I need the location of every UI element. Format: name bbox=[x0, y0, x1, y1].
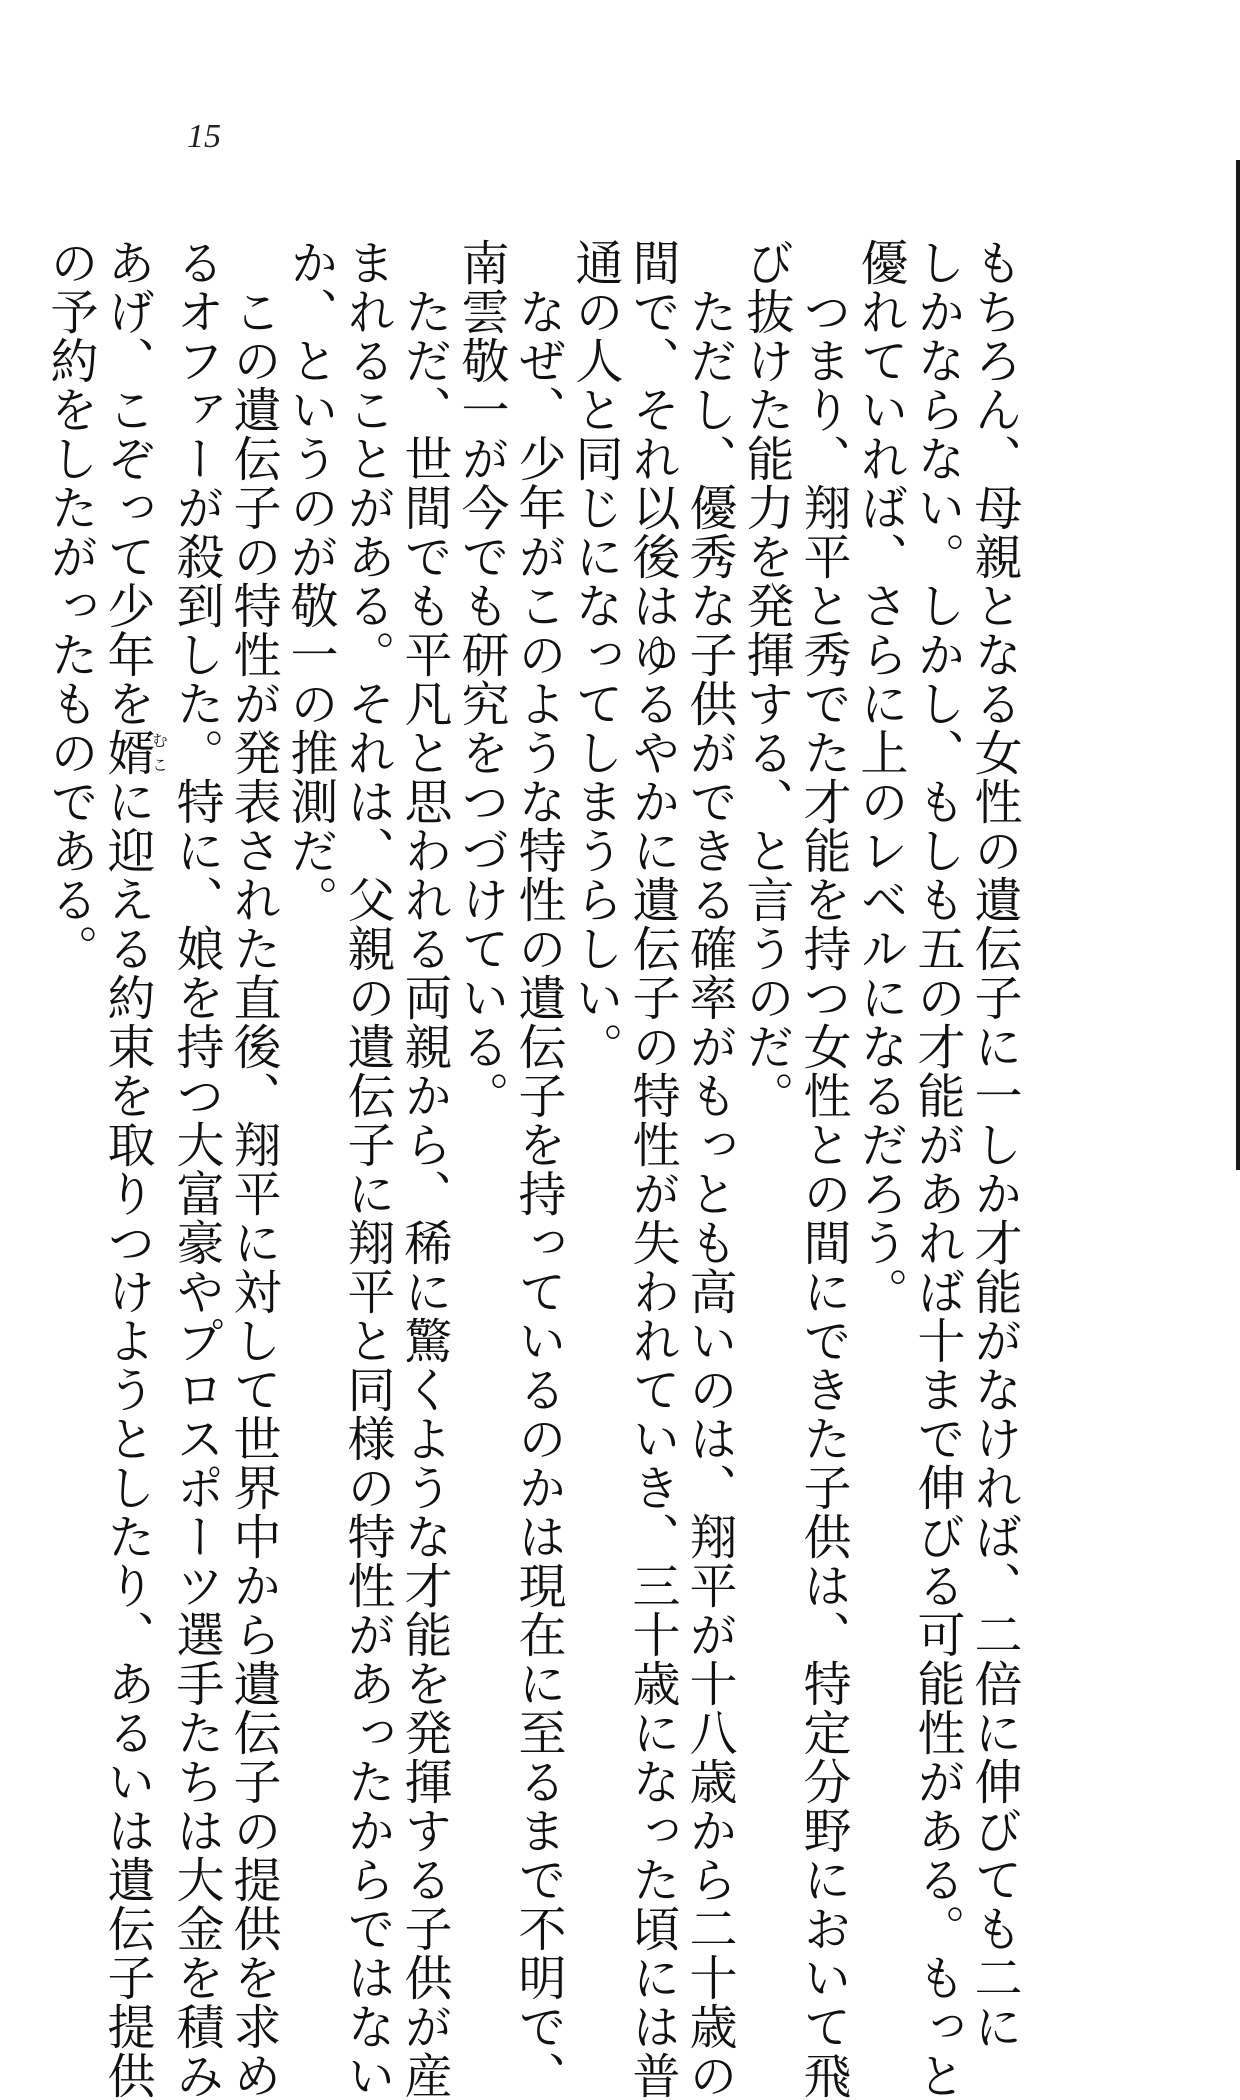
text-line: か、というのが敬一の推測だ。 bbox=[282, 238, 338, 924]
text-line: この遺伝子の特性が発表された直後、翔平に対して世界中から遺伝子の提供を求め bbox=[225, 238, 281, 2100]
text-line: 南雲敬一が今でも研究をつづけている。 bbox=[453, 238, 509, 1120]
text-line: び抜けた能力を発揮する、と言うのだ。 bbox=[738, 238, 794, 1120]
ruby-base: 婿 bbox=[99, 728, 155, 777]
text-line: 通の人と同じになってしまうらしい。 bbox=[567, 238, 623, 1071]
text-line: つまり、翔平と秀でた才能を持つ女性との間にできた子供は、特定分野において飛 bbox=[795, 238, 851, 2100]
ruby-word bbox=[99, 728, 169, 777]
text-line: 間で、それ以後はゆるやかに遺伝子の特性が失われていき、三十歳になった頃には普 bbox=[624, 238, 680, 2100]
text-line: なぜ、少年がこのような特性の遺伝子を持っているのかは現在に至るまで不明で、 bbox=[510, 238, 566, 2100]
text-line: るオファーが殺到した。特に、娘を持つ大富豪やプロスポーツ選手たちは大金を積み bbox=[168, 238, 224, 2100]
page-number: 15 bbox=[187, 118, 221, 155]
body-text bbox=[41, 238, 1022, 2100]
text-line: まれることがある。それは、父親の遺伝子に翔平と同様の特性があったからではない bbox=[339, 238, 395, 2100]
text-line: ただし、優秀な子供ができる確率がもっとも高いのは、翔平が十八歳から二十歳の bbox=[681, 238, 737, 2100]
text-line: もちろん、母親となる女性の遺伝子に一しか才能がなければ、二倍に伸びても二に bbox=[966, 238, 1022, 2051]
text-line: しかならない。しかし、もしも五の才能があれば十まで伸びる可能性がある。もっと bbox=[909, 238, 965, 2100]
text-line: ただ、世間でも平凡と思われる両親から、稀に驚くような才能を発揮する子供が産 bbox=[396, 238, 452, 2100]
text-segment: に迎える約束を取りつけようとしたり、あるいは遺伝子提供 bbox=[99, 777, 155, 2100]
text-line: の予約をしたがったものである。 bbox=[42, 238, 98, 973]
ruby-reading: むこ bbox=[149, 728, 169, 777]
text-segment: あげ、こぞって少年を bbox=[99, 238, 155, 728]
page-edge-line bbox=[1236, 160, 1240, 1170]
text-line-with-ruby bbox=[98, 238, 169, 2100]
text-line: 優れていれば、さらに上のレベルになるだろう。 bbox=[852, 238, 908, 1316]
